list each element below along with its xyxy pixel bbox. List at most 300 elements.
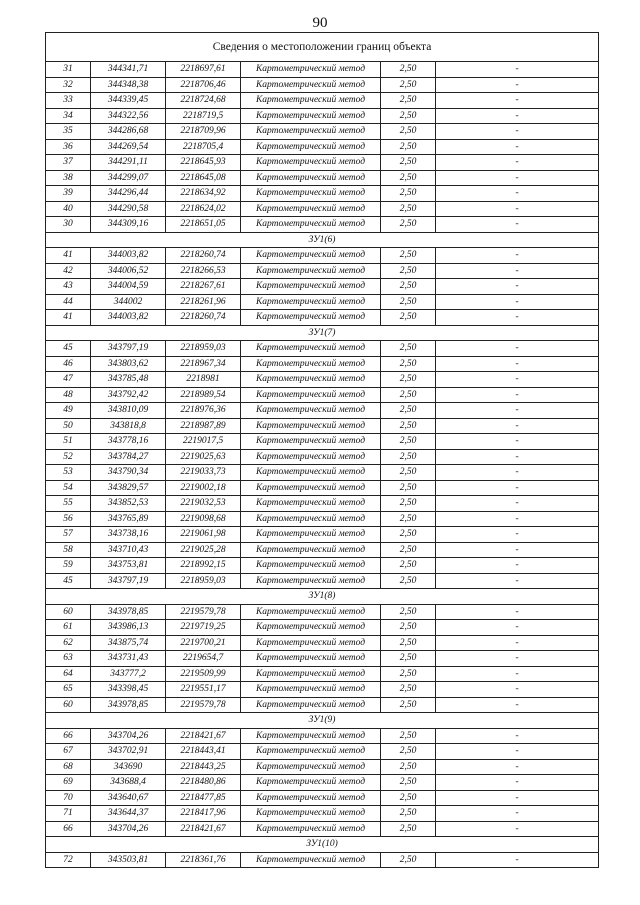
point-number-cell: 48 [46,387,91,403]
point-number-cell: 55 [46,496,91,512]
table-row [46,77,599,93]
description-cell: - [436,263,599,279]
method-cell: Картометрический метод [241,387,381,403]
x-coordinate-cell: 343797,19 [91,341,166,357]
table-row [46,821,599,837]
table-row [46,744,599,760]
section-label: ЗУ1(9) [46,713,599,729]
y-coordinate-cell: 2218421,67 [166,821,241,837]
y-coordinate-cell: 2218967,34 [166,356,241,372]
point-number-cell: 32 [46,77,91,93]
method-cell: Картометрический метод [241,666,381,682]
method-cell: Картометрический метод [241,697,381,713]
method-cell: Картометрический метод [241,372,381,388]
description-cell: - [436,294,599,310]
table-title: Сведения о местоположении границ объекта [46,33,599,62]
method-cell: Картометрический метод [241,155,381,171]
point-number-cell: 39 [46,186,91,202]
accuracy-cell: 2,50 [381,821,436,837]
point-number-cell: 66 [46,821,91,837]
x-coordinate-cell: 343986,13 [91,620,166,636]
x-coordinate-cell: 344339,45 [91,93,166,109]
section-label: ЗУ1(10) [46,837,599,853]
description-cell: - [436,201,599,217]
accuracy-cell: 2,50 [381,480,436,496]
x-coordinate-cell: 343398,45 [91,682,166,698]
description-cell: - [436,651,599,667]
x-coordinate-cell: 343644,37 [91,806,166,822]
description-cell: - [436,310,599,326]
x-coordinate-cell: 343852,53 [91,496,166,512]
table-row [46,635,599,651]
x-coordinate-cell: 343978,85 [91,697,166,713]
x-coordinate-cell: 343690 [91,759,166,775]
point-number-cell: 42 [46,263,91,279]
y-coordinate-cell: 2219579,78 [166,697,241,713]
table-row [46,573,599,589]
section-label: ЗУ1(7) [46,325,599,341]
y-coordinate-cell: 2219551,17 [166,682,241,698]
y-coordinate-cell: 2218443,25 [166,759,241,775]
description-cell: - [436,821,599,837]
y-coordinate-cell: 2218959,03 [166,573,241,589]
y-coordinate-cell: 2218266,53 [166,263,241,279]
page-number: 90 [312,15,328,31]
method-cell: Картометрический метод [241,496,381,512]
method-cell: Картометрический метод [241,310,381,326]
table-row [46,496,599,512]
description-cell: - [436,124,599,140]
method-cell: Картометрический метод [241,635,381,651]
x-coordinate-cell: 343803,62 [91,356,166,372]
point-number-cell: 49 [46,403,91,419]
point-number-cell: 59 [46,558,91,574]
accuracy-cell: 2,50 [381,697,436,713]
description-cell: - [436,620,599,636]
description-cell: - [436,775,599,791]
table-row [46,620,599,636]
x-coordinate-cell: 343731,43 [91,651,166,667]
method-cell: Картометрический метод [241,418,381,434]
table-title-row [46,33,599,62]
description-cell: - [436,62,599,78]
x-coordinate-cell: 343785,48 [91,372,166,388]
description-cell: - [436,480,599,496]
y-coordinate-cell: 2219025,28 [166,542,241,558]
description-cell: - [436,139,599,155]
accuracy-cell: 2,50 [381,155,436,171]
x-coordinate-cell: 343829,57 [91,480,166,496]
point-number-cell: 60 [46,604,91,620]
accuracy-cell: 2,50 [381,666,436,682]
x-coordinate-cell: 343704,26 [91,821,166,837]
method-cell: Картометрический метод [241,279,381,295]
accuracy-cell: 2,50 [381,806,436,822]
description-cell: - [436,170,599,186]
accuracy-cell: 2,50 [381,62,436,78]
description-cell: - [436,449,599,465]
y-coordinate-cell: 2219002,18 [166,480,241,496]
description-cell: - [436,744,599,760]
accuracy-cell: 2,50 [381,217,436,233]
x-coordinate-cell: 344299,07 [91,170,166,186]
point-number-cell: 58 [46,542,91,558]
point-number-cell: 57 [46,527,91,543]
accuracy-cell: 2,50 [381,511,436,527]
y-coordinate-cell: 2218477,85 [166,790,241,806]
description-cell: - [436,635,599,651]
method-cell: Картометрический метод [241,573,381,589]
point-number-cell: 40 [46,201,91,217]
method-cell: Картометрический метод [241,728,381,744]
x-coordinate-cell: 344348,38 [91,77,166,93]
x-coordinate-cell: 344322,56 [91,108,166,124]
point-number-cell: 50 [46,418,91,434]
y-coordinate-cell: 2218624,02 [166,201,241,217]
y-coordinate-cell: 2219579,78 [166,604,241,620]
y-coordinate-cell: 2218421,67 [166,728,241,744]
table-row [46,201,599,217]
table-row [46,806,599,822]
y-coordinate-cell: 2218443,41 [166,744,241,760]
accuracy-cell: 2,50 [381,527,436,543]
point-number-cell: 47 [46,372,91,388]
y-coordinate-cell: 2219061,98 [166,527,241,543]
boundary-coordinates-table [45,32,599,868]
description-cell: - [436,682,599,698]
y-coordinate-cell: 2218709,96 [166,124,241,140]
section-label: ЗУ1(6) [46,232,599,248]
y-coordinate-cell: 2218417,96 [166,806,241,822]
point-number-cell: 51 [46,434,91,450]
x-coordinate-cell: 344341,71 [91,62,166,78]
y-coordinate-cell: 2218976,36 [166,403,241,419]
method-cell: Картометрический метод [241,434,381,450]
y-coordinate-cell: 2218724,68 [166,93,241,109]
description-cell: - [436,93,599,109]
point-number-cell: 44 [46,294,91,310]
method-cell: Картометрический метод [241,263,381,279]
y-coordinate-cell: 2218987,89 [166,418,241,434]
x-coordinate-cell: 343875,74 [91,635,166,651]
description-cell: - [436,217,599,233]
table-row [46,139,599,155]
table-row [46,728,599,744]
accuracy-cell: 2,50 [381,294,436,310]
description-cell: - [436,728,599,744]
y-coordinate-cell: 2218361,76 [166,852,241,868]
method-cell: Картометрический метод [241,527,381,543]
y-coordinate-cell: 2219700,21 [166,635,241,651]
x-coordinate-cell: 343710,43 [91,542,166,558]
method-cell: Картометрический метод [241,77,381,93]
description-cell: - [436,356,599,372]
section-header-row [46,837,599,853]
description-cell: - [436,542,599,558]
point-number-cell: 54 [46,480,91,496]
y-coordinate-cell: 2218992,15 [166,558,241,574]
section-label: ЗУ1(8) [46,589,599,605]
table-row [46,852,599,868]
method-cell: Картометрический метод [241,341,381,357]
accuracy-cell: 2,50 [381,77,436,93]
x-coordinate-cell: 343784,27 [91,449,166,465]
table-row [46,62,599,78]
description-cell: - [436,573,599,589]
table-row [46,341,599,357]
point-number-cell: 38 [46,170,91,186]
point-number-cell: 30 [46,217,91,233]
y-coordinate-cell: 2218267,61 [166,279,241,295]
accuracy-cell: 2,50 [381,682,436,698]
point-number-cell: 37 [46,155,91,171]
x-coordinate-cell: 344296,44 [91,186,166,202]
method-cell: Картометрический метод [241,558,381,574]
description-cell: - [436,759,599,775]
x-coordinate-cell: 343790,34 [91,465,166,481]
section-header-row [46,713,599,729]
point-number-cell: 41 [46,248,91,264]
table-row [46,217,599,233]
y-coordinate-cell: 2219719,25 [166,620,241,636]
table-row [46,651,599,667]
method-cell: Картометрический метод [241,108,381,124]
x-coordinate-cell: 343792,42 [91,387,166,403]
point-number-cell: 34 [46,108,91,124]
description-cell: - [436,387,599,403]
method-cell: Картометрический метод [241,201,381,217]
x-coordinate-cell: 343797,19 [91,573,166,589]
table-row [46,682,599,698]
accuracy-cell: 2,50 [381,635,436,651]
description-cell: - [436,77,599,93]
point-number-cell: 41 [46,310,91,326]
x-coordinate-cell: 343777,2 [91,666,166,682]
table-row [46,186,599,202]
point-number-cell: 67 [46,744,91,760]
y-coordinate-cell: 2219033,73 [166,465,241,481]
y-coordinate-cell: 2218705,4 [166,139,241,155]
point-number-cell: 66 [46,728,91,744]
table-row [46,511,599,527]
description-cell: - [436,806,599,822]
accuracy-cell: 2,50 [381,620,436,636]
table-row [46,418,599,434]
accuracy-cell: 2,50 [381,465,436,481]
method-cell: Картометрический метод [241,403,381,419]
y-coordinate-cell: 2219032,53 [166,496,241,512]
table-row [46,170,599,186]
method-cell: Картометрический метод [241,93,381,109]
x-coordinate-cell: 343978,85 [91,604,166,620]
x-coordinate-cell: 344002 [91,294,166,310]
accuracy-cell: 2,50 [381,775,436,791]
x-coordinate-cell: 344006,52 [91,263,166,279]
description-cell: - [436,248,599,264]
point-number-cell: 71 [46,806,91,822]
table-row [46,372,599,388]
x-coordinate-cell: 343704,26 [91,728,166,744]
accuracy-cell: 2,50 [381,573,436,589]
description-cell: - [436,465,599,481]
x-coordinate-cell: 343738,16 [91,527,166,543]
x-coordinate-cell: 344004,59 [91,279,166,295]
table-row [46,666,599,682]
point-number-cell: 53 [46,465,91,481]
accuracy-cell: 2,50 [381,604,436,620]
table-row [46,248,599,264]
description-cell: - [436,558,599,574]
table-row [46,155,599,171]
accuracy-cell: 2,50 [381,356,436,372]
accuracy-cell: 2,50 [381,124,436,140]
accuracy-cell: 2,50 [381,341,436,357]
description-cell: - [436,403,599,419]
table-row [46,480,599,496]
point-number-cell: 70 [46,790,91,806]
point-number-cell: 36 [46,139,91,155]
section-header-row [46,232,599,248]
accuracy-cell: 2,50 [381,93,436,109]
description-cell: - [436,418,599,434]
method-cell: Картометрический метод [241,852,381,868]
y-coordinate-cell: 2218989,54 [166,387,241,403]
accuracy-cell: 2,50 [381,186,436,202]
x-coordinate-cell: 343810,09 [91,403,166,419]
description-cell: - [436,496,599,512]
point-number-cell: 35 [46,124,91,140]
table-row [46,542,599,558]
accuracy-cell: 2,50 [381,434,436,450]
description-cell: - [436,186,599,202]
accuracy-cell: 2,50 [381,372,436,388]
point-number-cell: 68 [46,759,91,775]
accuracy-cell: 2,50 [381,248,436,264]
table-row [46,449,599,465]
point-number-cell: 61 [46,620,91,636]
table-row [46,403,599,419]
x-coordinate-cell: 343702,91 [91,744,166,760]
accuracy-cell: 2,50 [381,310,436,326]
y-coordinate-cell: 2219654,7 [166,651,241,667]
table-row [46,775,599,791]
method-cell: Картометрический метод [241,62,381,78]
accuracy-cell: 2,50 [381,201,436,217]
point-number-cell: 45 [46,573,91,589]
y-coordinate-cell: 2218645,08 [166,170,241,186]
table-row [46,263,599,279]
accuracy-cell: 2,50 [381,279,436,295]
description-cell: - [436,697,599,713]
x-coordinate-cell: 344286,68 [91,124,166,140]
method-cell: Картометрический метод [241,294,381,310]
point-number-cell: 45 [46,341,91,357]
table-row [46,465,599,481]
x-coordinate-cell: 344309,16 [91,217,166,233]
y-coordinate-cell: 2218697,61 [166,62,241,78]
method-cell: Картометрический метод [241,511,381,527]
accuracy-cell: 2,50 [381,418,436,434]
method-cell: Картометрический метод [241,356,381,372]
description-cell: - [436,852,599,868]
section-header-row [46,325,599,341]
x-coordinate-cell: 344291,11 [91,155,166,171]
method-cell: Картометрический метод [241,620,381,636]
x-coordinate-cell: 343818,8 [91,418,166,434]
table-row [46,356,599,372]
accuracy-cell: 2,50 [381,790,436,806]
table-row [46,93,599,109]
y-coordinate-cell: 2219509,99 [166,666,241,682]
method-cell: Картометрический метод [241,186,381,202]
description-cell: - [436,372,599,388]
method-cell: Картометрический метод [241,170,381,186]
method-cell: Картометрический метод [241,651,381,667]
table-row [46,387,599,403]
accuracy-cell: 2,50 [381,263,436,279]
y-coordinate-cell: 2218981 [166,372,241,388]
y-coordinate-cell: 2218634,92 [166,186,241,202]
table-row [46,294,599,310]
accuracy-cell: 2,50 [381,108,436,124]
method-cell: Картометрический метод [241,604,381,620]
accuracy-cell: 2,50 [381,170,436,186]
method-cell: Картометрический метод [241,139,381,155]
table-row [46,310,599,326]
table-row [46,558,599,574]
section-header-row [46,589,599,605]
accuracy-cell: 2,50 [381,759,436,775]
table-row [46,527,599,543]
accuracy-cell: 2,50 [381,728,436,744]
method-cell: Картометрический метод [241,217,381,233]
x-coordinate-cell: 343778,16 [91,434,166,450]
description-cell: - [436,604,599,620]
description-cell: - [436,790,599,806]
y-coordinate-cell: 2218260,74 [166,248,241,264]
method-cell: Картометрический метод [241,465,381,481]
table-row [46,279,599,295]
method-cell: Картометрический метод [241,248,381,264]
y-coordinate-cell: 2218480,86 [166,775,241,791]
method-cell: Картометрический метод [241,449,381,465]
description-cell: - [436,279,599,295]
point-number-cell: 64 [46,666,91,682]
description-cell: - [436,511,599,527]
description-cell: - [436,434,599,450]
y-coordinate-cell: 2218261,96 [166,294,241,310]
description-cell: - [436,527,599,543]
point-number-cell: 72 [46,852,91,868]
method-cell: Картометрический метод [241,806,381,822]
x-coordinate-cell: 344003,82 [91,248,166,264]
x-coordinate-cell: 343688,4 [91,775,166,791]
y-coordinate-cell: 2218651,05 [166,217,241,233]
point-number-cell: 69 [46,775,91,791]
point-number-cell: 63 [46,651,91,667]
accuracy-cell: 2,50 [381,403,436,419]
y-coordinate-cell: 2218260,74 [166,310,241,326]
point-number-cell: 56 [46,511,91,527]
y-coordinate-cell: 2219098,68 [166,511,241,527]
method-cell: Картометрический метод [241,790,381,806]
method-cell: Картометрический метод [241,542,381,558]
accuracy-cell: 2,50 [381,496,436,512]
y-coordinate-cell: 2219025,63 [166,449,241,465]
point-number-cell: 52 [46,449,91,465]
accuracy-cell: 2,50 [381,387,436,403]
accuracy-cell: 2,50 [381,542,436,558]
